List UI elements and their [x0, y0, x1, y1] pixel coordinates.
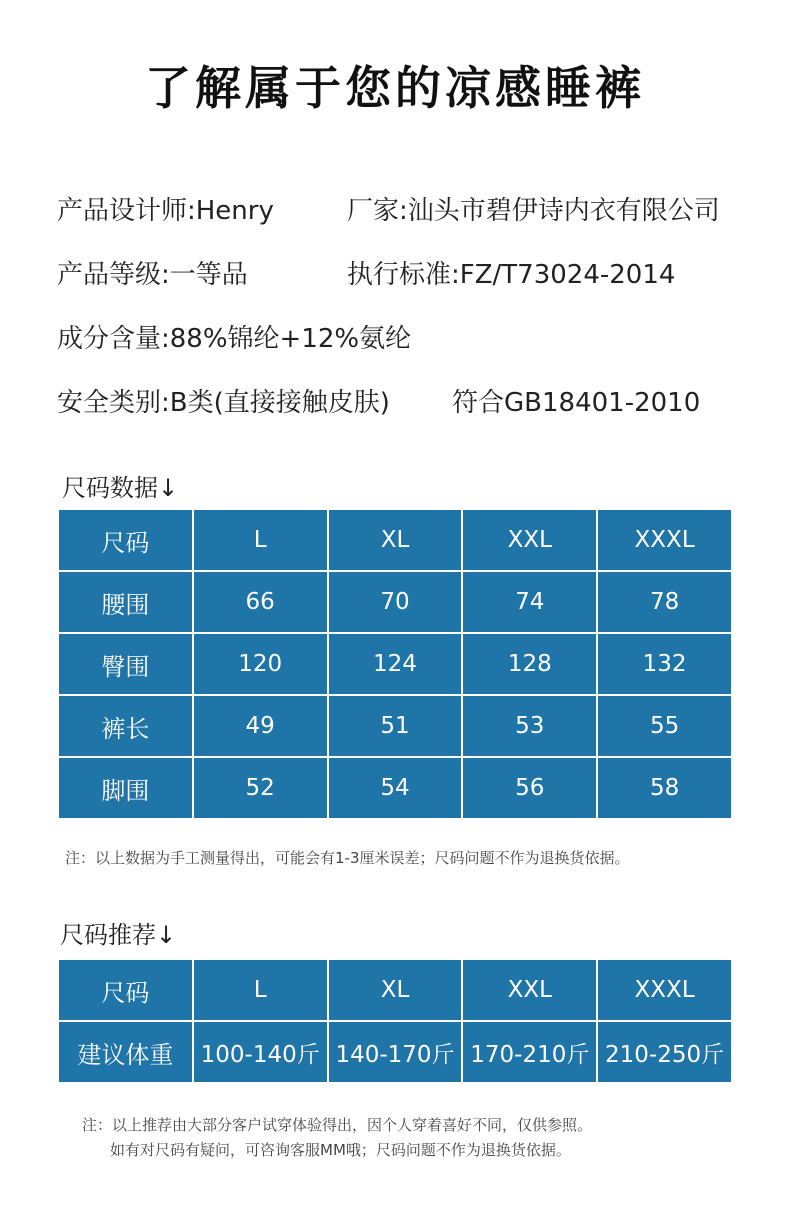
table-row-cuff [58, 757, 732, 819]
table-cell: 132 [597, 633, 732, 695]
header-cell-xl: XL [328, 959, 463, 1021]
size-recommend-note-line2: 如有对尺码有疑问，可咨询客服MM哦；尺码问题不作为退换货依据。 [110, 1141, 571, 1159]
table-cell: 53 [462, 695, 597, 757]
header-cell-xl: XL [328, 509, 463, 571]
compliance-info: 符合GB18401-2010 [452, 388, 701, 418]
table-cell: 124 [328, 633, 463, 695]
table-row-hip [58, 633, 732, 695]
table-cell: 58 [597, 757, 732, 819]
factory-info: 厂家:汕头市碧伊诗内衣有限公司 [347, 196, 720, 226]
table-cell: 78 [597, 571, 732, 633]
row-label-length: 裤长 [58, 695, 193, 757]
header-cell-xxxl: XXXL [597, 509, 732, 571]
header-cell-xxxl: XXXL [597, 959, 732, 1021]
row-label-hip: 臀围 [58, 633, 193, 695]
table-cell: 55 [597, 695, 732, 757]
table-cell: 49 [193, 695, 328, 757]
size-data-table [57, 508, 733, 820]
grade-info: 产品等级:一等品 [57, 260, 248, 290]
row-label-cuff: 脚围 [58, 757, 193, 819]
safety-info: 安全类别:B类(直接接触皮肤) [57, 388, 390, 418]
table-cell: 120 [193, 633, 328, 695]
table-cell: 128 [462, 633, 597, 695]
table-cell: 210-250斤 [597, 1021, 732, 1083]
header-cell-l: L [193, 959, 328, 1021]
table-cell: 74 [462, 571, 597, 633]
table-cell: 56 [462, 757, 597, 819]
size-recommend-heading: 尺码推荐↓ [60, 921, 177, 949]
designer-info: 产品设计师:Henry [57, 196, 274, 226]
header-cell-xxl: XXL [462, 959, 597, 1021]
size-data-header-row [58, 509, 732, 571]
header-cell-size: 尺码 [58, 509, 193, 571]
composition-info: 成分含量:88%锦纶+12%氨纶 [57, 324, 412, 354]
table-row-weight [58, 1021, 732, 1083]
size-data-note: 注：以上数据为手工测量得出，可能会有1-3厘米误差；尺码问题不作为退换货依据。 [65, 849, 630, 867]
header-cell-size: 尺码 [58, 959, 193, 1021]
table-cell: 70 [328, 571, 463, 633]
standard-info: 执行标准:FZ/T73024-2014 [347, 260, 676, 290]
row-label-waist: 腰围 [58, 571, 193, 633]
table-cell: 140-170斤 [328, 1021, 463, 1083]
table-cell: 170-210斤 [462, 1021, 597, 1083]
header-cell-xxl: XXL [462, 509, 597, 571]
table-row-length [58, 695, 732, 757]
table-row-waist [58, 571, 732, 633]
recommend-header-row [58, 959, 732, 1021]
table-cell: 52 [193, 757, 328, 819]
row-label-weight: 建议体重 [58, 1021, 193, 1083]
page-title: 了解属于您的凉感睡裤 [145, 61, 645, 115]
header-cell-l: L [193, 509, 328, 571]
size-data-heading: 尺码数据↓ [62, 474, 179, 502]
table-cell: 54 [328, 757, 463, 819]
table-cell: 66 [193, 571, 328, 633]
size-recommend-note-line1: 注：以上推荐由大部分客户试穿体验得出，因个人穿着喜好不同，仅供参照。 [82, 1116, 593, 1134]
size-recommend-table [57, 958, 733, 1084]
table-cell: 100-140斤 [193, 1021, 328, 1083]
table-cell: 51 [328, 695, 463, 757]
